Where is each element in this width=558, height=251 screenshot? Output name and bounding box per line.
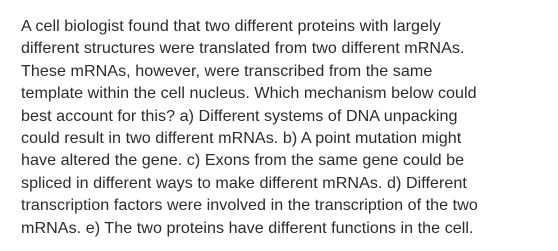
question-line: spliced in different ways to make different mRNAs. d) Different	[21, 173, 467, 192]
question-text	[21, 15, 542, 239]
question-line: These mRNAs, however, were transcribed from the same	[21, 61, 433, 80]
question-line: different structures were translated from two different mRNAs.	[21, 39, 465, 58]
question-line: have altered the gene. c) Exons from the same gene could be	[21, 151, 465, 170]
question-line: transcription factors were involved in the transcription of the two	[21, 196, 478, 215]
question-line: mRNAs. e) The two proteins have different functions in the cell.	[21, 218, 474, 237]
question-line: could result in two different mRNAs. b) A point mutation might	[21, 129, 462, 148]
question-line: A cell biologist found that two different proteins with largely	[21, 17, 441, 35]
question-line: best account for this? a) Different systems of DNA unpacking	[21, 106, 458, 125]
question-line: template within the cell nucleus. Which mechanism below could	[21, 84, 477, 103]
